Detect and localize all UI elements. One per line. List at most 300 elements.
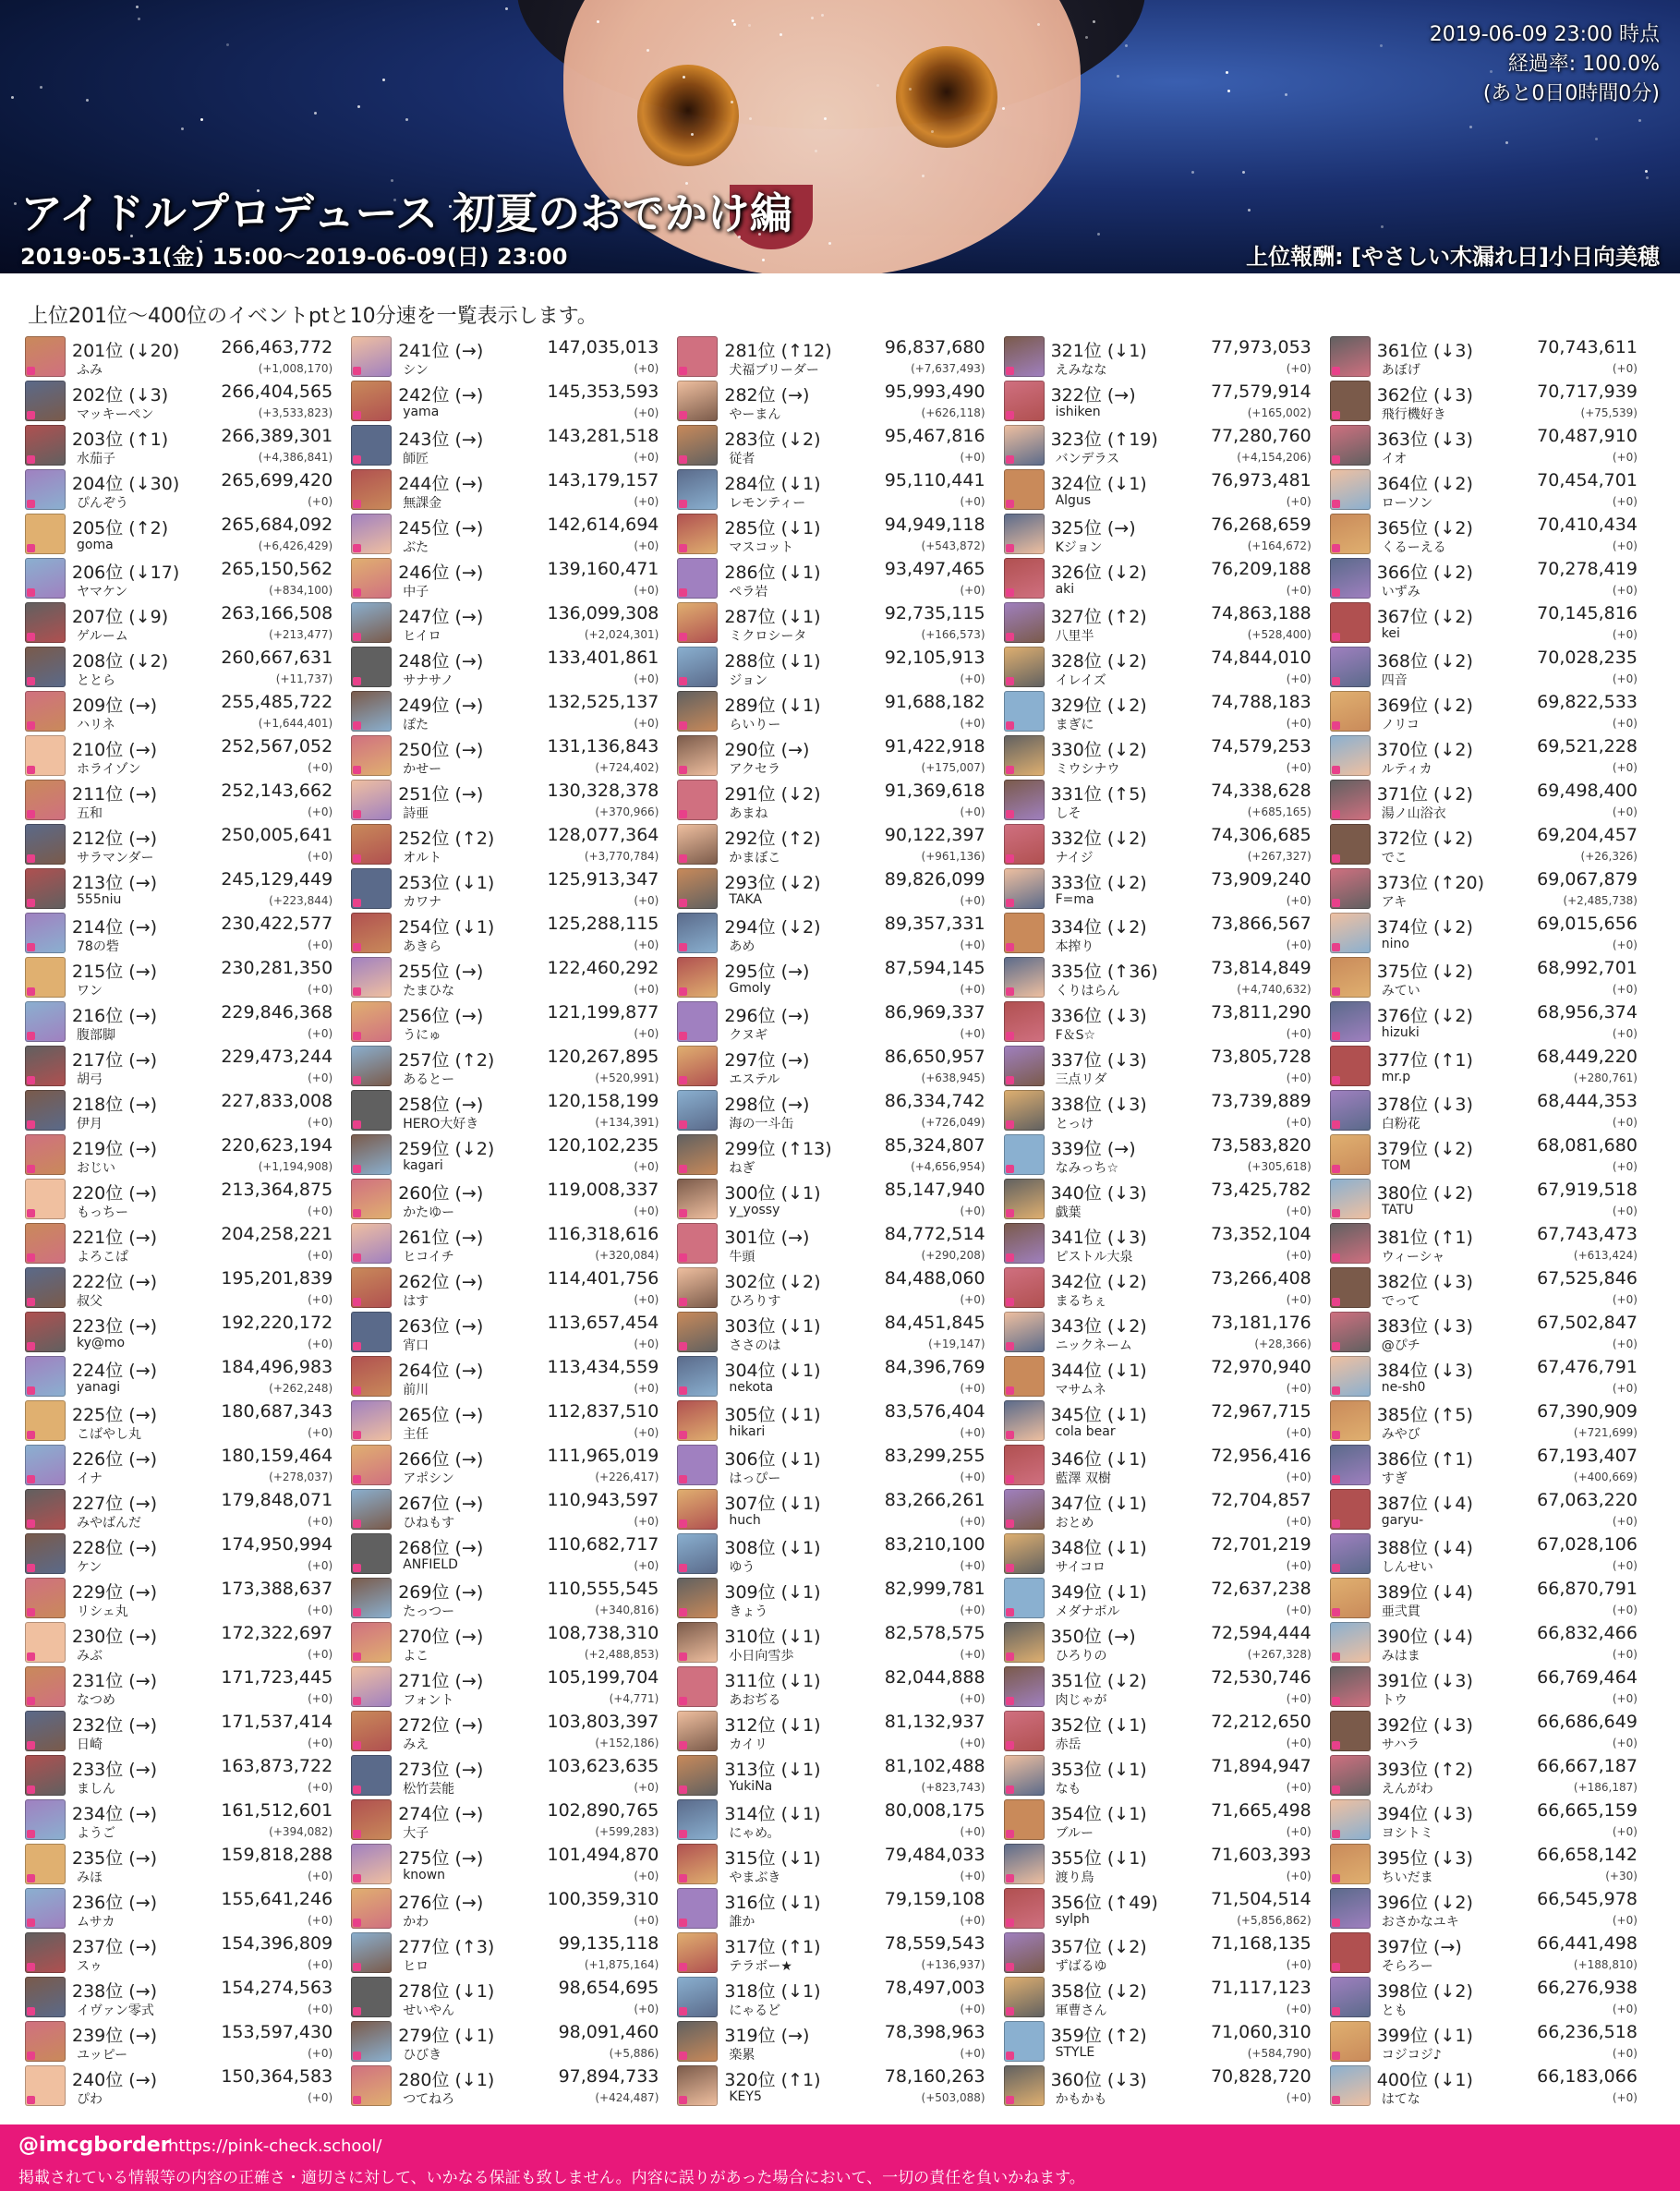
score-value: 143,281,518 bbox=[547, 426, 659, 446]
ranking-entry[interactable] bbox=[1004, 733, 1330, 778]
score-gain: (+134,391) bbox=[595, 1116, 659, 1129]
idol-avatar-icon bbox=[1330, 1134, 1371, 1175]
ranking-entry[interactable] bbox=[1330, 1177, 1656, 1221]
ranking-entry[interactable] bbox=[1004, 423, 1330, 467]
ranking-entry[interactable] bbox=[1330, 2019, 1656, 2064]
footer-url[interactable]: https://pink-check.school/ bbox=[168, 2137, 382, 2156]
ranking-entry[interactable] bbox=[25, 512, 351, 556]
ranking-entry[interactable] bbox=[25, 467, 351, 512]
ranking-entry[interactable] bbox=[677, 379, 1003, 423]
ranking-entry[interactable] bbox=[1330, 1531, 1656, 1576]
ranking-entry[interactable] bbox=[677, 1177, 1003, 1221]
ranking-entry[interactable] bbox=[25, 778, 351, 822]
ranking-entry[interactable] bbox=[677, 1310, 1003, 1354]
score-value: 133,401,861 bbox=[547, 648, 659, 668]
ranking-entry[interactable] bbox=[677, 1931, 1003, 1975]
ranking-entry[interactable] bbox=[1004, 1398, 1330, 1443]
ranking-entry[interactable] bbox=[351, 866, 677, 911]
ranking-entry[interactable] bbox=[677, 1798, 1003, 1842]
ranking-entry[interactable] bbox=[1004, 778, 1330, 822]
ranking-entry[interactable] bbox=[677, 1398, 1003, 1443]
ranking-entry[interactable] bbox=[677, 1265, 1003, 1310]
ranking-entry[interactable] bbox=[351, 1354, 677, 1398]
ranking-entry[interactable] bbox=[1004, 1842, 1330, 1886]
ranking-entry[interactable] bbox=[677, 1975, 1003, 2019]
ranking-entry[interactable] bbox=[25, 556, 351, 600]
rank-label: 238位 (→) bbox=[72, 1981, 158, 2002]
ranking-entry[interactable] bbox=[1330, 334, 1656, 379]
ranking-entry[interactable] bbox=[1004, 2064, 1330, 2108]
ranking-entry[interactable] bbox=[25, 1265, 351, 1310]
ranking-entry[interactable] bbox=[25, 1709, 351, 1753]
ranking-entry[interactable] bbox=[25, 1044, 351, 1088]
score-value: 192,220,172 bbox=[221, 1313, 333, 1333]
idol-avatar-icon bbox=[351, 1799, 392, 1840]
ranking-entry[interactable] bbox=[351, 911, 677, 955]
ranking-entry[interactable] bbox=[677, 866, 1003, 911]
ranking-entry[interactable] bbox=[1004, 1886, 1330, 1931]
rank-label: 362位 (↓3) bbox=[1376, 385, 1473, 406]
ranking-entry[interactable] bbox=[351, 733, 677, 778]
rank-label: 399位 (↓1) bbox=[1376, 2026, 1473, 2046]
score-value: 79,159,108 bbox=[884, 1889, 985, 1909]
ranking-entry[interactable] bbox=[1330, 1310, 1656, 1354]
player-name: ジョン bbox=[729, 673, 768, 688]
idol-avatar-icon bbox=[677, 691, 718, 732]
ranking-entry[interactable] bbox=[25, 1620, 351, 1664]
ranking-entry[interactable] bbox=[1004, 1576, 1330, 1620]
ranking-entry[interactable] bbox=[1330, 556, 1656, 600]
ranking-entry[interactable] bbox=[1330, 1842, 1656, 1886]
ranking-entry[interactable] bbox=[1330, 1354, 1656, 1398]
ranking-entry[interactable] bbox=[25, 600, 351, 645]
star-sparkle bbox=[1595, 138, 1598, 140]
rank-label: 261位 (→) bbox=[398, 1228, 484, 1248]
ranking-entry[interactable] bbox=[677, 778, 1003, 822]
idol-avatar-icon bbox=[1330, 1533, 1371, 1574]
ranking-entry[interactable] bbox=[25, 1842, 351, 1886]
ranking-entry[interactable] bbox=[677, 911, 1003, 955]
ranking-entry[interactable] bbox=[677, 1576, 1003, 1620]
score-value: 74,338,628 bbox=[1210, 781, 1311, 801]
ranking-entry[interactable] bbox=[1004, 2019, 1330, 2064]
rank-label: 380位 (↓2) bbox=[1376, 1183, 1473, 1204]
ranking-entry[interactable] bbox=[1330, 733, 1656, 778]
ranking-entry[interactable] bbox=[351, 1931, 677, 1975]
ranking-entry[interactable] bbox=[25, 1931, 351, 1975]
ranking-entry[interactable] bbox=[1330, 1931, 1656, 1975]
ranking-entry[interactable] bbox=[677, 556, 1003, 600]
player-name: Kジョン bbox=[1055, 540, 1103, 555]
ranking-entry[interactable] bbox=[25, 2019, 351, 2064]
ranking-entry[interactable] bbox=[677, 1620, 1003, 1664]
ranking-entry[interactable] bbox=[1330, 1398, 1656, 1443]
ranking-entry[interactable] bbox=[677, 1443, 1003, 1487]
ranking-entry[interactable] bbox=[351, 379, 677, 423]
player-name: ワン bbox=[77, 984, 103, 999]
score-gain: (+0) bbox=[308, 495, 333, 508]
score-value: 73,352,104 bbox=[1210, 1224, 1311, 1244]
ranking-entry[interactable] bbox=[1004, 334, 1330, 379]
ranking-entry[interactable] bbox=[351, 1753, 677, 1798]
ranking-entry[interactable] bbox=[25, 379, 351, 423]
score-gain: (+0) bbox=[1612, 983, 1638, 996]
ranking-entry[interactable] bbox=[1004, 866, 1330, 911]
ranking-entry[interactable] bbox=[1004, 1531, 1330, 1576]
ranking-entry[interactable] bbox=[677, 1088, 1003, 1132]
ranking-entry[interactable] bbox=[677, 1354, 1003, 1398]
ranking-entry[interactable] bbox=[677, 999, 1003, 1044]
player-name: かせー bbox=[403, 762, 442, 777]
ranking-entry[interactable] bbox=[677, 955, 1003, 999]
ranking-entry[interactable] bbox=[351, 556, 677, 600]
ranking-entry[interactable] bbox=[1330, 866, 1656, 911]
ranking-entry[interactable] bbox=[1330, 1886, 1656, 1931]
idol-avatar-icon bbox=[677, 1622, 718, 1663]
ranking-entry[interactable] bbox=[25, 1975, 351, 2019]
ranking-entry[interactable] bbox=[677, 423, 1003, 467]
ranking-entry[interactable] bbox=[1004, 600, 1330, 645]
ranking-entry[interactable] bbox=[25, 1443, 351, 1487]
ranking-entry[interactable] bbox=[677, 1753, 1003, 1798]
ranking-entry[interactable] bbox=[351, 1886, 677, 1931]
score-value: 154,396,809 bbox=[221, 1933, 333, 1954]
rank-label: 204位 (↓30) bbox=[72, 474, 180, 494]
score-gain: (+165,002) bbox=[1247, 406, 1311, 419]
ranking-entry[interactable] bbox=[1004, 955, 1330, 999]
ranking-entry[interactable] bbox=[1004, 1265, 1330, 1310]
idol-avatar-icon bbox=[1004, 469, 1045, 510]
rank-label: 320位 (↑1) bbox=[724, 2070, 821, 2090]
ranking-entry[interactable] bbox=[351, 1265, 677, 1310]
ranking-entry[interactable] bbox=[677, 2064, 1003, 2108]
score-gain: (+0) bbox=[308, 1604, 333, 1616]
ranking-entry[interactable] bbox=[25, 1088, 351, 1132]
ranking-entry[interactable] bbox=[351, 1842, 677, 1886]
ranking-entry[interactable] bbox=[677, 467, 1003, 512]
player-name: ヨシトミ bbox=[1381, 1826, 1433, 1841]
player-name: 日崎 bbox=[77, 1737, 103, 1752]
rank-label: 369位 (↓2) bbox=[1376, 696, 1473, 716]
ranking-entry[interactable] bbox=[351, 1088, 677, 1132]
ranking-entry[interactable] bbox=[1004, 689, 1330, 733]
star-sparkle bbox=[1248, 209, 1251, 212]
ranking-entry[interactable] bbox=[1004, 556, 1330, 600]
ranking-entry[interactable] bbox=[25, 999, 351, 1044]
idol-avatar-icon bbox=[351, 735, 392, 776]
ranking-entry[interactable] bbox=[1004, 1443, 1330, 1487]
ranking-entry[interactable] bbox=[1004, 1620, 1330, 1664]
ranking-entry[interactable] bbox=[351, 1132, 677, 1177]
ranking-entry[interactable] bbox=[1330, 778, 1656, 822]
ranking-entry[interactable] bbox=[351, 645, 677, 689]
ranking-entry[interactable] bbox=[351, 1664, 677, 1709]
score-value: 72,970,940 bbox=[1210, 1357, 1311, 1377]
rank-label: 337位 (↓3) bbox=[1050, 1050, 1147, 1071]
ranking-entry[interactable] bbox=[351, 1576, 677, 1620]
player-name: ハリネ bbox=[77, 718, 115, 732]
rank-label: 218位 (→) bbox=[72, 1095, 158, 1115]
score-value: 71,060,310 bbox=[1210, 2022, 1311, 2042]
ranking-entry[interactable] bbox=[1004, 1753, 1330, 1798]
ranking-entry[interactable] bbox=[1004, 1177, 1330, 1221]
ranking-entry[interactable] bbox=[1330, 600, 1656, 645]
ranking-entry[interactable] bbox=[677, 1044, 1003, 1088]
ranking-entry[interactable] bbox=[677, 334, 1003, 379]
idol-avatar-icon bbox=[25, 1312, 66, 1352]
idol-avatar-icon bbox=[25, 1932, 66, 1973]
ranking-entry[interactable] bbox=[677, 512, 1003, 556]
ranking-entry[interactable] bbox=[1330, 911, 1656, 955]
score-value: 82,044,888 bbox=[884, 1667, 985, 1688]
player-name: しそ bbox=[1055, 806, 1082, 821]
idol-avatar-icon bbox=[351, 1001, 392, 1042]
ranking-entry[interactable] bbox=[25, 1487, 351, 1531]
ranking-entry[interactable] bbox=[1330, 1221, 1656, 1265]
score-gain: (+0) bbox=[960, 1648, 985, 1661]
rank-label: 210位 (→) bbox=[72, 740, 158, 760]
player-name: まぎに bbox=[1055, 718, 1094, 732]
idol-avatar-icon bbox=[677, 1223, 718, 1264]
ranking-entry[interactable] bbox=[677, 1886, 1003, 1931]
ranking-entry[interactable] bbox=[25, 2064, 351, 2108]
ranking-entry[interactable] bbox=[677, 2019, 1003, 2064]
ranking-entry[interactable] bbox=[1330, 1664, 1656, 1709]
ranking-entry[interactable] bbox=[1004, 1487, 1330, 1531]
ranking-entry[interactable] bbox=[677, 1487, 1003, 1531]
player-name: TOM bbox=[1381, 1158, 1411, 1173]
idol-avatar-icon bbox=[677, 514, 718, 554]
score-value: 255,485,722 bbox=[221, 692, 333, 712]
rank-label: 321位 (↓1) bbox=[1050, 341, 1147, 361]
rank-label: 373位 (↑20) bbox=[1376, 873, 1484, 893]
ranking-entry[interactable] bbox=[351, 600, 677, 645]
ranking-entry[interactable] bbox=[1330, 1265, 1656, 1310]
ranking-entry[interactable] bbox=[677, 1709, 1003, 1753]
ranking-entry[interactable] bbox=[1330, 1088, 1656, 1132]
ranking-entry[interactable] bbox=[351, 1044, 677, 1088]
ranking-entry[interactable] bbox=[1004, 1931, 1330, 1975]
intro-text: 上位201位〜400位のイベントptと10分速を一覧表示します。 bbox=[28, 305, 598, 328]
ranking-entry[interactable] bbox=[25, 1310, 351, 1354]
ranking-entry[interactable] bbox=[1330, 999, 1656, 1044]
score-value: 66,236,518 bbox=[1537, 2022, 1638, 2042]
idol-avatar-icon bbox=[1330, 1356, 1371, 1397]
ranking-entry[interactable] bbox=[1330, 2064, 1656, 2108]
idol-avatar-icon bbox=[351, 514, 392, 554]
ranking-entry[interactable] bbox=[25, 866, 351, 911]
star-sparkle bbox=[314, 112, 317, 115]
player-name: ふみ bbox=[77, 363, 103, 378]
ranking-entry[interactable] bbox=[1330, 423, 1656, 467]
ranking-entry[interactable] bbox=[1330, 1487, 1656, 1531]
player-name: はす bbox=[403, 1294, 429, 1309]
ranking-entry[interactable] bbox=[1004, 1310, 1330, 1354]
ranking-entry[interactable] bbox=[1330, 1044, 1656, 1088]
ranking-entry[interactable] bbox=[25, 334, 351, 379]
idol-avatar-icon bbox=[1330, 1578, 1371, 1618]
idol-avatar-icon bbox=[1330, 1977, 1371, 2017]
ranking-entry[interactable] bbox=[677, 1221, 1003, 1265]
ranking-entry[interactable] bbox=[351, 1487, 677, 1531]
ranking-entry[interactable] bbox=[1004, 1088, 1330, 1132]
ranking-entry[interactable] bbox=[677, 600, 1003, 645]
ranking-entry[interactable] bbox=[25, 1576, 351, 1620]
player-name: みやばんだ bbox=[77, 1516, 141, 1531]
ranking-entry[interactable] bbox=[1330, 1443, 1656, 1487]
ranking-entry[interactable] bbox=[351, 1177, 677, 1221]
ranking-entry[interactable] bbox=[1330, 1798, 1656, 1842]
ranking-entry[interactable] bbox=[677, 1132, 1003, 1177]
ranking-entry[interactable] bbox=[25, 1886, 351, 1931]
ranking-entry[interactable] bbox=[1004, 999, 1330, 1044]
ranking-entry[interactable] bbox=[1004, 911, 1330, 955]
player-name: ちいだま bbox=[1381, 1870, 1433, 1885]
ranking-entry[interactable] bbox=[25, 1221, 351, 1265]
ranking-entry[interactable] bbox=[25, 822, 351, 866]
ranking-entry[interactable] bbox=[1004, 645, 1330, 689]
ranking-entry[interactable] bbox=[351, 999, 677, 1044]
ranking-entry[interactable] bbox=[351, 1620, 677, 1664]
ranking-entry[interactable] bbox=[677, 1842, 1003, 1886]
ranking-entry[interactable] bbox=[351, 334, 677, 379]
ranking-entry[interactable] bbox=[1004, 1975, 1330, 2019]
ranking-entry[interactable] bbox=[1330, 467, 1656, 512]
ranking-entry[interactable] bbox=[677, 1531, 1003, 1576]
ranking-entry[interactable] bbox=[1004, 1664, 1330, 1709]
ranking-entry[interactable] bbox=[351, 1709, 677, 1753]
score-value: 72,701,219 bbox=[1210, 1534, 1311, 1555]
ranking-entry[interactable] bbox=[1330, 1753, 1656, 1798]
ranking-entry[interactable] bbox=[351, 1398, 677, 1443]
player-name: ミウシナウ bbox=[1055, 762, 1120, 777]
ranking-entry[interactable] bbox=[25, 1798, 351, 1842]
ranking-entry[interactable] bbox=[1330, 1620, 1656, 1664]
player-name: 水茄子 bbox=[77, 452, 115, 466]
ranking-entry[interactable] bbox=[351, 1310, 677, 1354]
ranking-entry[interactable] bbox=[351, 778, 677, 822]
ranking-entry[interactable] bbox=[25, 423, 351, 467]
ranking-entry[interactable] bbox=[677, 1664, 1003, 1709]
ranking-entry[interactable] bbox=[25, 955, 351, 999]
ranking-entry[interactable] bbox=[351, 1798, 677, 1842]
player-name: マッキーペン bbox=[77, 407, 154, 422]
score-value: 113,657,454 bbox=[547, 1313, 659, 1333]
ranking-entry[interactable] bbox=[25, 911, 351, 955]
ranking-entry[interactable] bbox=[1004, 467, 1330, 512]
ranking-entry[interactable] bbox=[351, 689, 677, 733]
ranking-entry[interactable] bbox=[351, 1221, 677, 1265]
ranking-entry[interactable] bbox=[1330, 955, 1656, 999]
ranking-entry[interactable] bbox=[1330, 1132, 1656, 1177]
ranking-entry[interactable] bbox=[677, 733, 1003, 778]
ranking-entry[interactable] bbox=[25, 645, 351, 689]
score-value: 260,667,631 bbox=[221, 648, 333, 668]
ranking-entry[interactable] bbox=[1004, 822, 1330, 866]
rank-label: 221位 (→) bbox=[72, 1228, 158, 1248]
score-gain: (+0) bbox=[634, 1293, 659, 1306]
ranking-entry[interactable] bbox=[25, 1531, 351, 1576]
rank-label: 217位 (→) bbox=[72, 1050, 158, 1071]
player-name: みやび bbox=[1381, 1427, 1420, 1442]
ranking-entry[interactable] bbox=[1330, 1975, 1656, 2019]
score-gain: (+0) bbox=[1286, 1471, 1311, 1483]
ranking-entry[interactable] bbox=[1330, 822, 1656, 866]
ranking-entry[interactable] bbox=[25, 1132, 351, 1177]
score-value: 71,168,135 bbox=[1210, 1933, 1311, 1954]
star-sparkle bbox=[828, 242, 831, 245]
ranking-entry[interactable] bbox=[351, 1443, 677, 1487]
ranking-entry[interactable] bbox=[1004, 512, 1330, 556]
ranking-entry[interactable] bbox=[351, 467, 677, 512]
score-gain: (+0) bbox=[1286, 1781, 1311, 1794]
rank-label: 379位 (↓2) bbox=[1376, 1139, 1473, 1159]
ranking-entry[interactable] bbox=[1330, 512, 1656, 556]
ranking-entry[interactable] bbox=[351, 1531, 677, 1576]
ranking-entry[interactable] bbox=[1004, 1221, 1330, 1265]
ranking-entry[interactable] bbox=[1330, 379, 1656, 423]
ranking-entry[interactable] bbox=[25, 1354, 351, 1398]
score-gain: (+626,118) bbox=[921, 406, 985, 419]
ranking-entry[interactable] bbox=[1004, 1709, 1330, 1753]
ranking-entry[interactable] bbox=[1330, 1576, 1656, 1620]
ranking-entry[interactable] bbox=[1004, 379, 1330, 423]
ranking-entry[interactable] bbox=[1004, 1354, 1330, 1398]
ranking-entry[interactable] bbox=[1004, 1044, 1330, 1088]
ranking-entry[interactable] bbox=[351, 2064, 677, 2108]
ranking-entry[interactable] bbox=[25, 1177, 351, 1221]
ranking-entry[interactable] bbox=[1004, 1798, 1330, 1842]
idol-avatar-icon bbox=[351, 1312, 392, 1352]
ranking-entry[interactable] bbox=[677, 645, 1003, 689]
score-value: 82,999,781 bbox=[884, 1579, 985, 1599]
score-gain: (+0) bbox=[1612, 1914, 1638, 1927]
score-value: 171,723,445 bbox=[221, 1667, 333, 1688]
star-sparkle bbox=[731, 19, 734, 22]
ranking-entry[interactable] bbox=[25, 1753, 351, 1798]
ranking-entry[interactable] bbox=[351, 955, 677, 999]
rank-label: 318位 (↓1) bbox=[724, 1981, 821, 2002]
ranking-entry[interactable] bbox=[1004, 1132, 1330, 1177]
ranking-entry[interactable] bbox=[25, 689, 351, 733]
ranking-entry[interactable] bbox=[351, 1975, 677, 2019]
ranking-entry[interactable] bbox=[25, 1664, 351, 1709]
score-gain: (+0) bbox=[960, 2003, 985, 2015]
rank-label: 372位 (↓2) bbox=[1376, 829, 1473, 849]
ranking-entry[interactable] bbox=[25, 733, 351, 778]
ranking-entry[interactable] bbox=[677, 689, 1003, 733]
score-gain: (+1,194,908) bbox=[258, 1160, 333, 1173]
ranking-entry[interactable] bbox=[351, 822, 677, 866]
ranking-entry[interactable] bbox=[351, 423, 677, 467]
footer-handle[interactable]: @imcgborder bbox=[18, 2134, 171, 2157]
rank-label: 248位 (→) bbox=[398, 651, 484, 672]
idol-avatar-icon bbox=[1330, 1489, 1371, 1530]
player-name: KEY5 bbox=[729, 2089, 762, 2104]
score-value: 77,579,914 bbox=[1210, 381, 1311, 402]
ranking-entry[interactable] bbox=[1330, 1709, 1656, 1753]
score-gain: (+223,844) bbox=[269, 894, 333, 907]
ranking-entry[interactable] bbox=[1330, 689, 1656, 733]
event-period: 2019-05-31(金) 15:00〜2019-06-09(日) 23:00 bbox=[20, 244, 568, 270]
rank-label: 280位 (↓1) bbox=[398, 2070, 495, 2090]
idol-avatar-icon bbox=[677, 1888, 718, 1929]
ranking-entry[interactable] bbox=[351, 512, 677, 556]
ranking-entry[interactable] bbox=[677, 822, 1003, 866]
ranking-entry[interactable] bbox=[25, 1398, 351, 1443]
ranking-entry[interactable] bbox=[1330, 645, 1656, 689]
ranking-entry[interactable] bbox=[351, 2019, 677, 2064]
